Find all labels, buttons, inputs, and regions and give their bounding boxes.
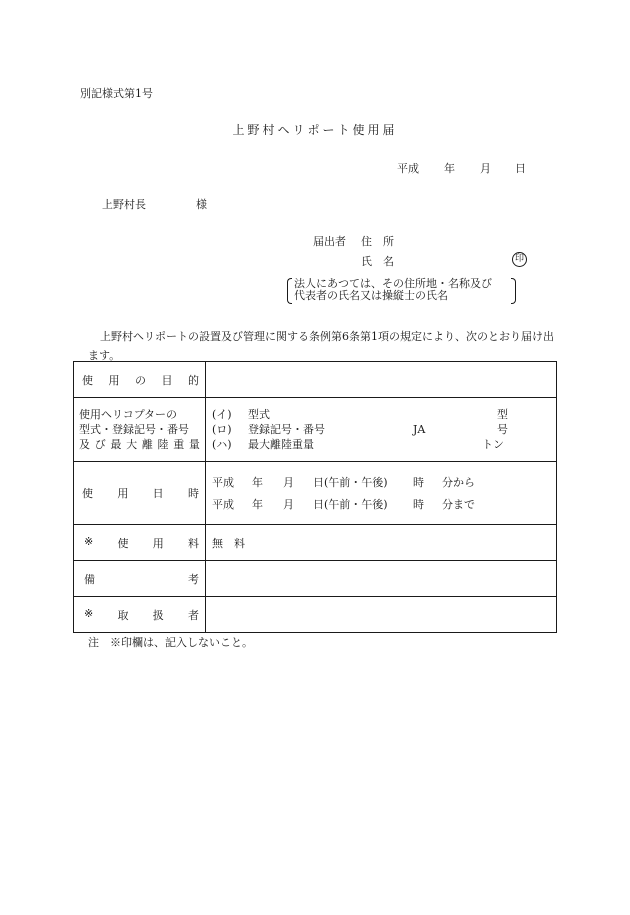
table-row bbox=[74, 561, 557, 597]
date-day: 日 bbox=[515, 162, 526, 175]
document-title: 上野村ヘリポート使用届 bbox=[232, 123, 398, 137]
seal-mark: 印 bbox=[512, 252, 527, 267]
handler-label: ※ 取 扱 者 bbox=[74, 597, 206, 633]
corporate-bracket-note bbox=[287, 278, 516, 302]
date-year: 年 bbox=[444, 162, 455, 175]
table-row bbox=[74, 462, 557, 525]
fee-value: 無 料 bbox=[206, 525, 557, 561]
dt-year: 年 bbox=[252, 498, 263, 511]
dt-hour: 時 bbox=[413, 476, 424, 489]
purpose-label: 使 用 の 目 的 bbox=[74, 362, 206, 398]
addressee-name: 上野村長 bbox=[102, 198, 146, 211]
dt-minute: 分から bbox=[442, 476, 475, 489]
dt-month: 月 bbox=[283, 498, 294, 511]
handler-field bbox=[206, 597, 557, 633]
dt-day: 日(午前・午後) bbox=[313, 476, 388, 489]
date-month: 月 bbox=[480, 162, 491, 175]
dt-era: 平成 bbox=[212, 498, 234, 511]
intro-paragraph: 上野村ヘリポートの設置及び管理に関する条例第6条第1項の規定により、次のとおり届け出ます。 bbox=[88, 330, 554, 362]
table-row bbox=[74, 597, 557, 633]
notifier-label: 届出者 bbox=[313, 235, 346, 248]
heli-item-marker: (ハ) bbox=[212, 438, 232, 451]
date-era: 平成 bbox=[397, 162, 419, 175]
heli-item-ja-prefix: JA bbox=[413, 423, 426, 436]
addressee-honorific: 様 bbox=[196, 198, 207, 211]
remarks-label: 備 考 bbox=[74, 561, 206, 597]
table-row bbox=[74, 398, 557, 462]
heli-item-marker: (ロ) bbox=[212, 423, 232, 436]
form-number: 別記様式第1号 bbox=[80, 87, 153, 100]
table-row bbox=[74, 362, 557, 398]
fee-label: ※ 使 用 料 bbox=[74, 525, 206, 561]
name-label: 氏 名 bbox=[361, 255, 394, 268]
helicopter-field[interactable] bbox=[206, 398, 557, 462]
remarks-field[interactable] bbox=[206, 561, 557, 597]
dt-year: 年 bbox=[252, 476, 263, 489]
dt-hour: 時 bbox=[413, 498, 424, 511]
heli-item-marker: (イ) bbox=[212, 408, 232, 421]
dt-month: 月 bbox=[283, 476, 294, 489]
footnote: 注 ※印欄は、記入しないこと。 bbox=[88, 636, 253, 649]
heli-item-text: 登録記号・番号 bbox=[248, 423, 325, 436]
dt-era: 平成 bbox=[212, 476, 234, 489]
heli-item-text: 型式 bbox=[248, 408, 270, 421]
dt-minute: 分まで bbox=[442, 498, 475, 511]
right-bracket bbox=[511, 278, 516, 304]
heli-item-unit: 号 bbox=[497, 423, 508, 436]
left-bracket bbox=[287, 278, 292, 304]
address-label: 住 所 bbox=[361, 235, 394, 248]
heli-item-text: 最大離陸重量 bbox=[248, 438, 314, 451]
bracket-note-line2: 代表者の氏名又は操縦士の氏名 bbox=[294, 289, 448, 302]
datetime-field[interactable] bbox=[206, 462, 557, 525]
heli-item-unit: トン bbox=[482, 438, 504, 451]
dt-day: 日(午前・午後) bbox=[313, 498, 388, 511]
purpose-field[interactable] bbox=[206, 362, 557, 398]
table-row bbox=[74, 525, 557, 561]
helicopter-label: 使用ヘリコプターの 型式・登録記号・番号 及 び 最 大 離 陸 重 量 bbox=[74, 398, 206, 462]
notification-table bbox=[73, 361, 557, 633]
heli-item-unit: 型 bbox=[497, 408, 508, 421]
bracket-note-line1: 法人にあつては、その住所地・名称及び bbox=[294, 277, 492, 290]
datetime-label: 使 用 日 時 bbox=[74, 462, 206, 525]
